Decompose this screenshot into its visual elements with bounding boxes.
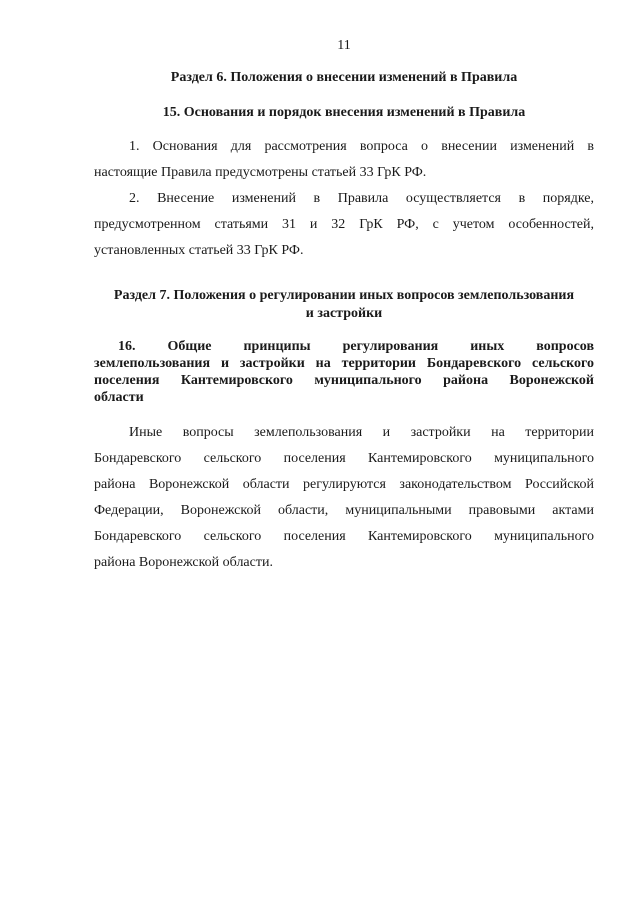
article-16-title-line: 16. Общие принципы регулирования иных вопросов (118, 339, 594, 354)
section-7-title-line: Раздел 7. Положения о регулировании иных вопросов землепользования (113, 288, 575, 303)
paragraph-line: Бондаревского сельского поселения Кантемировского муниципального (94, 529, 594, 544)
article-16-body (94, 420, 594, 576)
paragraph-line: района Воронежской области. (94, 555, 273, 570)
article-15-title: 15. Основания и порядок внесения изменений в Правила (162, 105, 526, 120)
article-16-title-line: землепользования и застройки на территории Бондаревского сельского (94, 356, 594, 371)
article-15-item-2 (94, 186, 594, 264)
paragraph-line: предусмотренном статьями 31 и 32 ГрК РФ, с учетом особенностей, (94, 217, 594, 232)
paragraph-line: установленных статьей 33 ГрК РФ. (94, 243, 304, 258)
section-7-title (94, 287, 594, 323)
paragraph-line: Иные вопросы землепользования и застройки на территории (129, 425, 594, 440)
article-16-title-line: области (94, 390, 144, 405)
article-16-title (94, 338, 594, 406)
paragraph-line: Бондаревского сельского поселения Кантемировского муниципального (94, 451, 594, 466)
paragraph-line: района Воронежской области регулируются законодательством Российской (94, 477, 594, 492)
paragraph-line: Федерации, Воронежской области, муниципальными правовыми актами (94, 503, 594, 518)
article-15-item-1 (94, 134, 594, 186)
section-6-title: Раздел 6. Положения о внесении изменений в Правила (170, 70, 518, 85)
paragraph-line: настоящие Правила предусмотрены статьей 33 ГрК РФ. (94, 165, 427, 180)
page-number: 11 (337, 38, 351, 53)
paragraph-line: 1. Основания для рассмотрения вопроса о внесении изменений в (129, 139, 594, 154)
paragraph-line: 2. Внесение изменений в Правила осуществляется в порядке, (129, 191, 594, 206)
section-7-title-line: и застройки (305, 306, 383, 321)
article-16-title-line: поселения Кантемировского муниципального района Воронежской (94, 373, 594, 388)
